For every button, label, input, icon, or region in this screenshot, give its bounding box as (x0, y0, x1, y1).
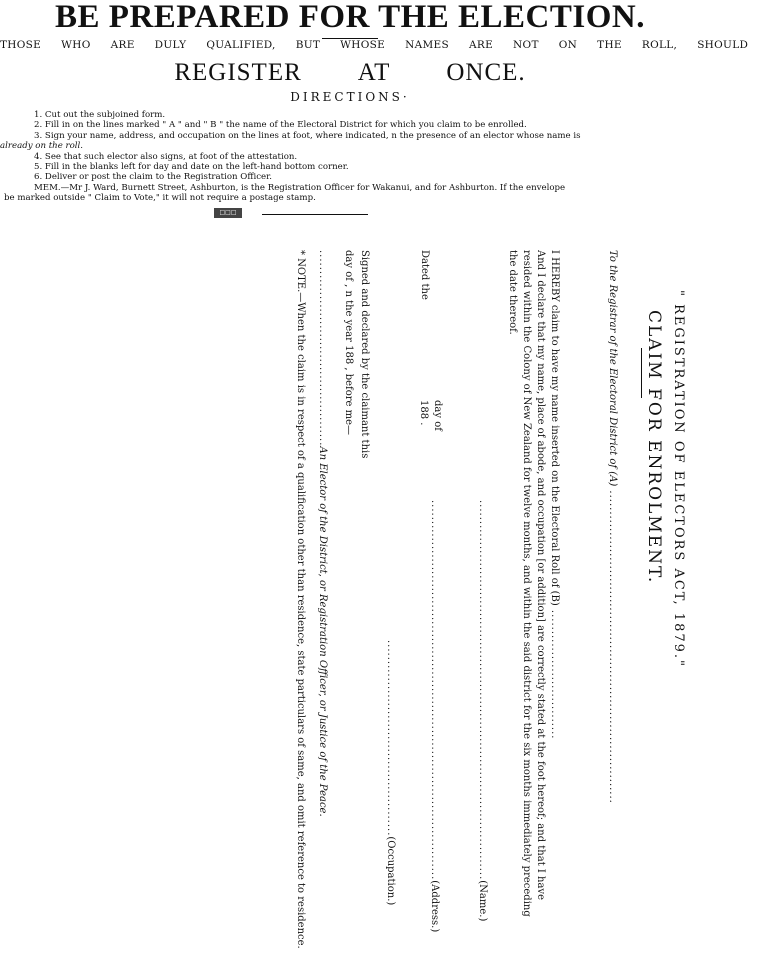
register-word: ONCE. (446, 59, 526, 86)
stamp-icon: □□□ (214, 208, 242, 218)
direction-item: 5. Fill in the blanks left for day and date on the left-hand bottom corner. (34, 162, 349, 173)
intro-line (0, 38, 749, 52)
intro-word: SHOULD (697, 39, 749, 51)
intro-word: BUT (295, 39, 321, 51)
registrar-line: To the Registrar of the Electoral District of (A) ........................................................................... (607, 250, 618, 804)
intro-word: ARE (468, 39, 494, 51)
directions-title: DIRECTIONS· (290, 90, 410, 104)
name-line: ...........................................................................................(Name.) (477, 500, 488, 922)
signed-line: day of , n the year 188 , before me— (343, 250, 354, 436)
divider (641, 348, 642, 398)
day-of: day of (432, 400, 443, 431)
intro-word: THE (597, 39, 622, 51)
claim-line: the date thereof. (507, 250, 518, 335)
register-word: AT (357, 59, 391, 86)
direction-item: 6. Deliver or post the claim to the Registration Officer. (34, 172, 272, 183)
intro-word: QUALIFIED, (206, 39, 276, 51)
intro-word: WHOSE (340, 39, 386, 51)
address-line: ...........................................................................................(Address.) (429, 500, 440, 933)
direction-item: MEM.—Mr J. Ward, Burnett Street, Ashburton, is the Registration Officer for Wakanui, and for Ashburton. If the envelope (34, 182, 566, 193)
register-word: REGISTER (174, 59, 302, 86)
headline: BE PREPARED FOR THE ELECTION. (55, 0, 645, 35)
claim-line: I HEREBY claim to have my name inserted on the Electoral Roll of (B) ............................... (549, 250, 560, 740)
intro-word: NOT (513, 39, 539, 51)
intro-word: NAMES (405, 39, 449, 51)
intro-word: WHO (61, 39, 91, 51)
elector-line: ...............................................An Elector of the District, or Registration Officer, or Justice of the Peace. (317, 250, 328, 817)
intro-word: ARE (110, 39, 135, 51)
year: 188 . (418, 400, 429, 426)
direction-item: be marked outside " Claim to Vote," it will not require a postage stamp. (4, 193, 316, 204)
claim-form (140, 250, 700, 970)
claim-line: And I declare that my name, place of abode, and occupation [or addition] are correctly stated at the foot hereof; and that I have (535, 250, 546, 900)
occupation-line: ...............................................(Occupation.) (385, 640, 396, 906)
register-at-once (0, 60, 700, 86)
direction-item: already on the roll. (0, 141, 84, 152)
note-line: * NOTE.—When the claim is in respect of a qualification other than residence, state particulars of same, and omit reference to residence. (295, 250, 306, 949)
intro-word: ROLL, (641, 39, 678, 51)
claim-title: CLAIM FOR ENROLMENT. (644, 310, 664, 585)
claim-line: resided within the Colony of New Zealand for twelve months, and within the said district for the six months immediately preceding (521, 250, 532, 917)
intro-word: DULY (154, 39, 187, 51)
act-title: " REGISTRATION OF ELECTORS ACT, 1879." (671, 290, 686, 669)
dated-the: Dated the (419, 250, 430, 300)
signed-line: Signed and declared by the claimant this (359, 250, 370, 459)
direction-item: 2. Fill in on the lines marked " A " and " B " the name of the Electoral District for which you claim to be enrolled. (34, 120, 527, 131)
intro-word: THOSE (0, 39, 42, 51)
direction-item: 4. See that such elector also signs, at foot of the attestation. (34, 151, 298, 162)
divider (262, 214, 368, 215)
direction-item: 1. Cut out the subjoined form. (34, 110, 166, 120)
directions-list (0, 110, 700, 204)
direction-item: 3. Sign your name, address, and occupation on the lines at foot, where indicated, n the presence of an elector whose name is (34, 130, 581, 141)
intro-word: ON (558, 39, 578, 51)
